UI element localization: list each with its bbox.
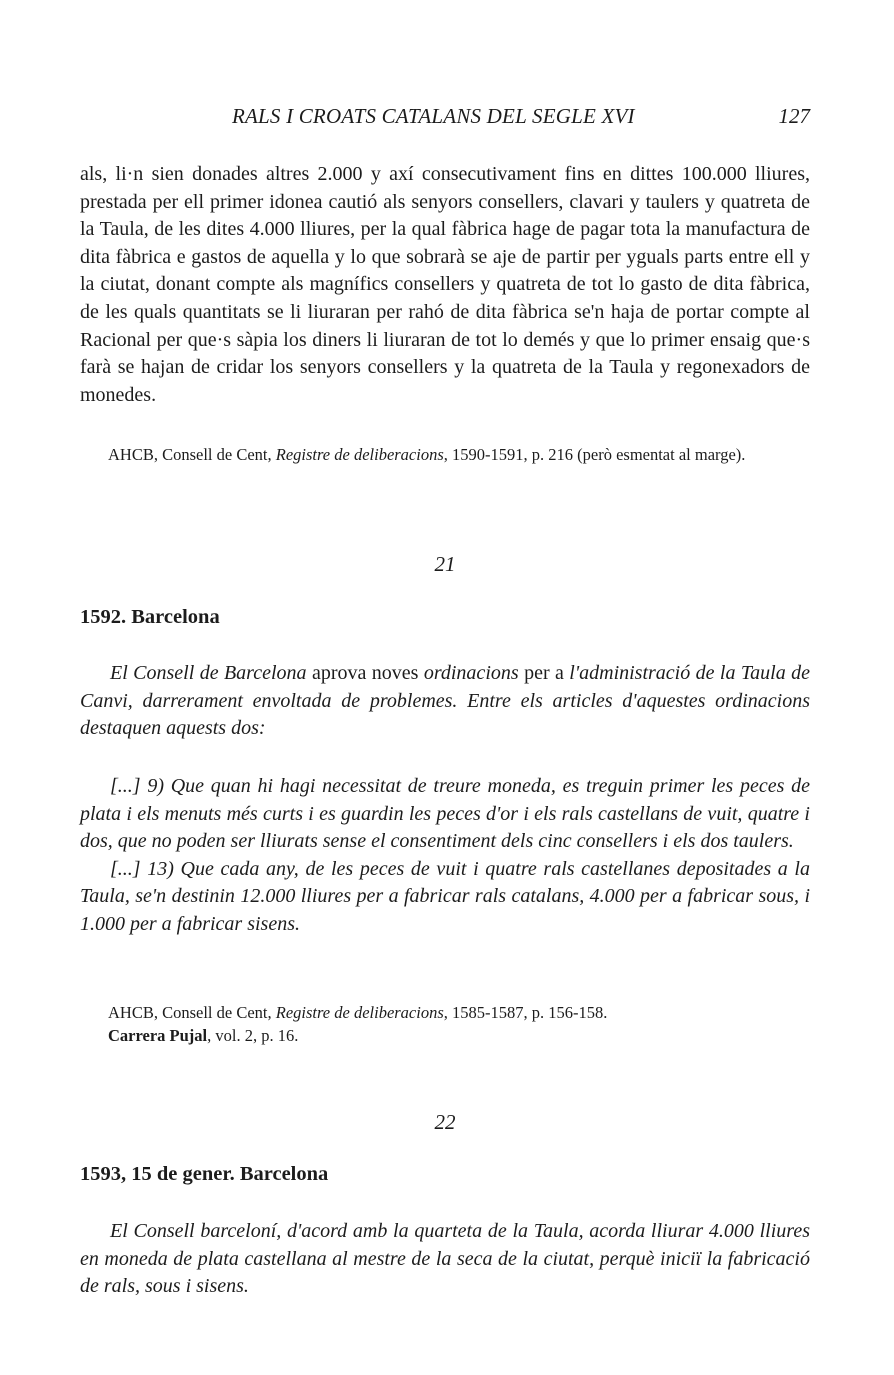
source-title: Registre de deliberacions — [275, 445, 444, 464]
document-number-21: 21 — [434, 552, 456, 576]
archival-reference — [80, 443, 810, 466]
summary-text: El Consell de Barcelona — [110, 662, 312, 684]
page-header — [80, 104, 810, 136]
archival-reference — [80, 1001, 810, 1024]
document-20-source — [80, 443, 810, 466]
source-title: Registre de deliberacions — [275, 1003, 444, 1022]
running-title: RALS I CROATS CATALANS DEL SEGLE XVI — [232, 104, 635, 128]
document-21-sources — [80, 1001, 810, 1047]
page-number: 127 — [778, 104, 810, 128]
quoted-article-13: [...] 13) Que cada any, de les peces de vuit i quatre rals castellanes depositades a la Taula, se'n destinin 12.000 lliures per a fabricar rals catalans, 4.000 per a fabricar sous, i 1.000 per a fabricar sisens. — [80, 857, 810, 935]
document-21-date-place: 1592. Barcelona — [80, 606, 220, 628]
document-22-summary — [80, 1218, 810, 1301]
document-21-quotes — [80, 773, 810, 939]
source-prefix: AHCB, Consell de Cent, — [108, 1003, 276, 1022]
document-22-date-place: 1593, 15 de gener. Barcelona — [80, 1163, 329, 1185]
source-suffix: , 1585-1587, p. 156-158. — [443, 1003, 608, 1022]
quoted-article-9: [...] 9) Que quan hi hagi necessitat de treure moneda, es treguin primer les peces de plata i els menuts més curts i es guardin les peces d'or i els rals castellans de vuit, quatre i dos, que no poden ser lliurats sense el consentiment dels cinc consellers i els dos taulers. — [80, 775, 810, 853]
source-prefix: AHCB, Consell de Cent, — [108, 445, 276, 464]
summary-text: l'administració de la Taula de Canvi, darrerament envoltada de problemes. Entre els articles d'aquestes ordinacions destaquen aquests dos: — [80, 662, 810, 740]
document-20-continuation — [80, 161, 810, 409]
summary-text: aprova noves — [311, 662, 419, 684]
body-paragraph: als, li·n sien donades altres 2.000 y axí consecutivament fins en dittes 100.000 lliures, prestada per ell primer idonea cautió als senyors consellers, clavari y taulers y quatreta de la Taula, de les dites 4.000 lliures, per la qual fàbrica hage de pagar tota la manufactura de dita fàbrica e gastos de aquella y lo que sobrarà se aje de partir per yguals parts entre ell y la ciutat, donant compte als magnífics consellers y quatreta de tot lo gasto de dita fàbrica, de les quals quantitats se li liuraran per rahó de dita fàbrica se'n haja de portar compte al Racional per que·s sàpia los diners li liuraran de tot lo demés y que lo primer ensaig que·s farà se hajan de cridar los senyors consellers y la quatreta de la Taula y regonexadors de monedes. — [80, 163, 810, 406]
source-author: Carrera Pujal — [108, 1026, 208, 1045]
source-suffix: , 1590-1591, p. 216 (però esmentat al marge). — [443, 445, 746, 464]
document-21-summary — [80, 660, 810, 743]
summary-paragraph — [80, 660, 810, 743]
summary-text: per a — [524, 662, 564, 684]
summary-paragraph: El Consell barceloní, d'acord amb la quarteta de la Taula, acorda lliurar 4.000 lliures en moneda de plata castellana al mestre de la seca de la ciutat, perquè iniciï la fabricació de rals, sous i sisens. — [80, 1220, 810, 1298]
summary-text: ordinacions — [418, 662, 525, 684]
document-number-22: 22 — [434, 1110, 456, 1134]
bibliographic-reference — [80, 1024, 810, 1047]
source-details: , vol. 2, p. 16. — [207, 1026, 299, 1045]
